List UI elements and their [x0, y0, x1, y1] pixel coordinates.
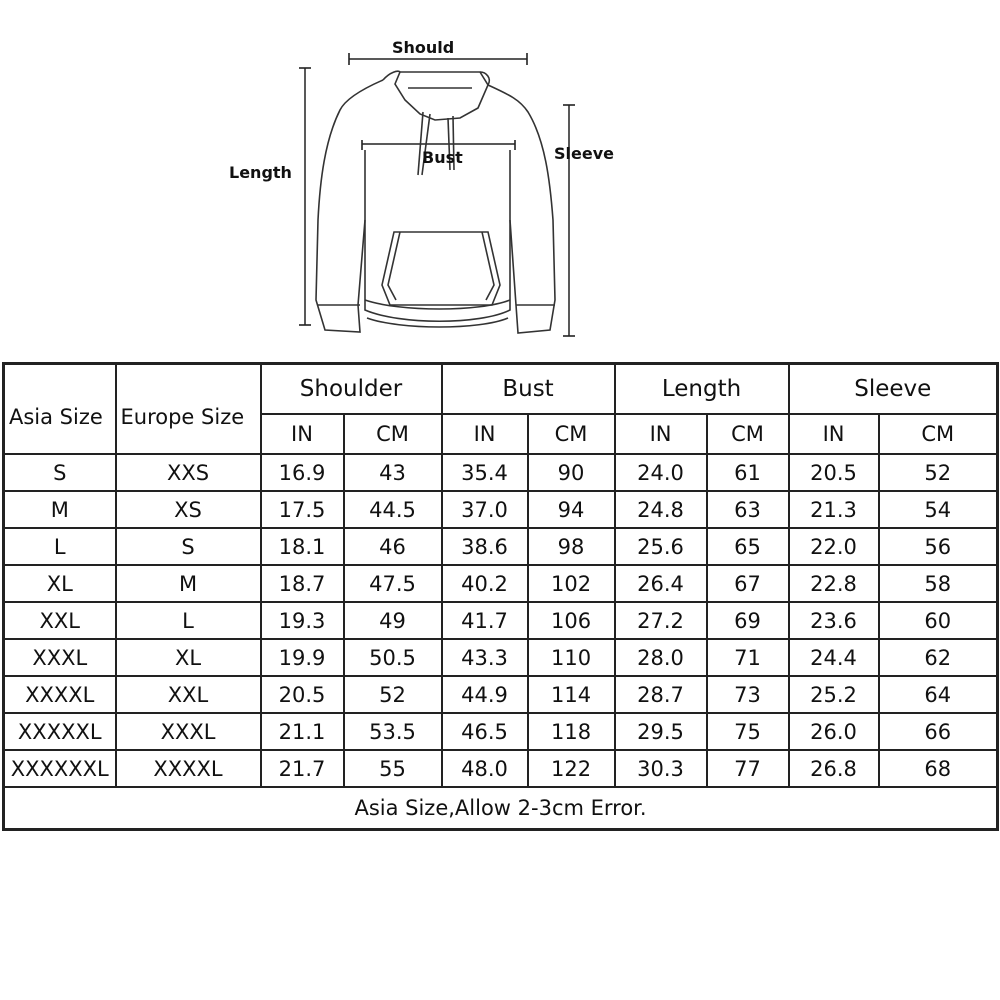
unit-header: CM [344, 414, 442, 454]
measurement-cell: 17.5 [261, 491, 344, 528]
measurement-cell: 38.6 [442, 528, 528, 565]
europe-size-cell: XS [116, 491, 261, 528]
measurement-cell: 98 [528, 528, 615, 565]
asia-size-cell: XXXL [4, 639, 116, 676]
table-row [4, 602, 998, 639]
measurement-cell: 28.0 [615, 639, 707, 676]
measurement-cell: 46.5 [442, 713, 528, 750]
measurement-cell: 26.0 [789, 713, 879, 750]
header-group-row [4, 364, 998, 415]
measurement-cell: 44.5 [344, 491, 442, 528]
measurement-cell: 16.9 [261, 454, 344, 491]
sleeve-header: Sleeve [789, 364, 998, 415]
europe-size-cell: XL [116, 639, 261, 676]
europe-size-header: Europe Size [116, 364, 261, 455]
measurement-cell: 21.1 [261, 713, 344, 750]
asia-size-cell: XXXXL [4, 676, 116, 713]
measurement-cell: 75 [707, 713, 789, 750]
measurement-cell: 21.3 [789, 491, 879, 528]
bust-header: Bust [442, 364, 615, 415]
asia-size-cell: XXXXXL [4, 713, 116, 750]
europe-size-cell: XXS [116, 454, 261, 491]
measurement-cell: 41.7 [442, 602, 528, 639]
measurement-cell: 54 [879, 491, 998, 528]
measurement-cell: 62 [879, 639, 998, 676]
measurement-cell: 67 [707, 565, 789, 602]
measurement-cell: 68 [879, 750, 998, 787]
measurement-cell: 22.0 [789, 528, 879, 565]
measurement-cell: 47.5 [344, 565, 442, 602]
measurement-cell: 69 [707, 602, 789, 639]
error-note: Asia Size,Allow 2-3cm Error. [4, 787, 998, 830]
measurement-cell: 102 [528, 565, 615, 602]
measurement-cell: 58 [879, 565, 998, 602]
unit-header: CM [528, 414, 615, 454]
measurement-cell: 114 [528, 676, 615, 713]
measurement-cell: 50.5 [344, 639, 442, 676]
sleeve-label: Sleeve [554, 144, 614, 163]
unit-header: IN [261, 414, 344, 454]
measurement-cell: 43 [344, 454, 442, 491]
unit-header: IN [615, 414, 707, 454]
europe-size-cell: S [116, 528, 261, 565]
asia-size-cell: XL [4, 565, 116, 602]
measurement-cell: 110 [528, 639, 615, 676]
shoulder-header: Shoulder [261, 364, 442, 415]
measurement-cell: 24.4 [789, 639, 879, 676]
measurement-cell: 94 [528, 491, 615, 528]
measurement-cell: 21.7 [261, 750, 344, 787]
unit-header: CM [707, 414, 789, 454]
size-chart-table [2, 362, 999, 831]
measurement-cell: 118 [528, 713, 615, 750]
measurement-cell: 52 [879, 454, 998, 491]
measurement-cell: 30.3 [615, 750, 707, 787]
measurement-cell: 73 [707, 676, 789, 713]
asia-size-cell: S [4, 454, 116, 491]
europe-size-cell: M [116, 565, 261, 602]
europe-size-cell: XXXXL [116, 750, 261, 787]
measurement-cell: 122 [528, 750, 615, 787]
measurement-cell: 37.0 [442, 491, 528, 528]
measurement-cell: 64 [879, 676, 998, 713]
measurement-cell: 22.8 [789, 565, 879, 602]
unit-header: IN [442, 414, 528, 454]
measurement-cell: 20.5 [261, 676, 344, 713]
length-label: Length [229, 163, 292, 182]
asia-size-cell: XXXXXXL [4, 750, 116, 787]
measurement-cell: 53.5 [344, 713, 442, 750]
europe-size-cell: XXL [116, 676, 261, 713]
measurement-cell: 106 [528, 602, 615, 639]
measurement-cell: 25.6 [615, 528, 707, 565]
table-row [4, 528, 998, 565]
measurement-cell: 26.4 [615, 565, 707, 602]
unit-header: IN [789, 414, 879, 454]
hoodie-measurement-diagram [220, 0, 640, 350]
measurement-cell: 40.2 [442, 565, 528, 602]
measurement-cell: 23.6 [789, 602, 879, 639]
measurement-cell: 65 [707, 528, 789, 565]
table-row [4, 713, 998, 750]
measurement-cell: 90 [528, 454, 615, 491]
asia-size-cell: L [4, 528, 116, 565]
measurement-cell: 18.7 [261, 565, 344, 602]
measurement-cell: 43.3 [442, 639, 528, 676]
measurement-cell: 18.1 [261, 528, 344, 565]
measurement-cell: 35.4 [442, 454, 528, 491]
measurement-cell: 60 [879, 602, 998, 639]
note-row [4, 787, 998, 830]
size-rows [4, 454, 998, 787]
europe-size-cell: L [116, 602, 261, 639]
measurement-cell: 71 [707, 639, 789, 676]
measurement-cell: 19.9 [261, 639, 344, 676]
measurement-cell: 77 [707, 750, 789, 787]
measurement-cell: 20.5 [789, 454, 879, 491]
shoulder-label: Should [392, 38, 455, 57]
measurement-cell: 26.8 [789, 750, 879, 787]
table-row [4, 491, 998, 528]
measurement-cell: 61 [707, 454, 789, 491]
measurement-cell: 29.5 [615, 713, 707, 750]
asia-size-cell: XXL [4, 602, 116, 639]
measurement-cell: 24.0 [615, 454, 707, 491]
measurement-cell: 19.3 [261, 602, 344, 639]
length-header: Length [615, 364, 789, 415]
measurement-cell: 56 [879, 528, 998, 565]
measurement-cell: 28.7 [615, 676, 707, 713]
table-row [4, 565, 998, 602]
unit-header: CM [879, 414, 998, 454]
measurement-cell: 24.8 [615, 491, 707, 528]
europe-size-cell: XXXL [116, 713, 261, 750]
measurement-cell: 44.9 [442, 676, 528, 713]
asia-size-header: Asia Size [4, 364, 116, 455]
measurement-cell: 63 [707, 491, 789, 528]
measurement-cell: 55 [344, 750, 442, 787]
table-row [4, 750, 998, 787]
measurement-cell: 46 [344, 528, 442, 565]
measurement-cell: 52 [344, 676, 442, 713]
measurement-cell: 25.2 [789, 676, 879, 713]
measurement-cell: 49 [344, 602, 442, 639]
measurement-cell: 48.0 [442, 750, 528, 787]
measurement-cell: 66 [879, 713, 998, 750]
table-row [4, 639, 998, 676]
bust-label: Bust [422, 148, 463, 167]
table-row [4, 676, 998, 713]
asia-size-cell: M [4, 491, 116, 528]
table-row [4, 454, 998, 491]
measurement-cell: 27.2 [615, 602, 707, 639]
